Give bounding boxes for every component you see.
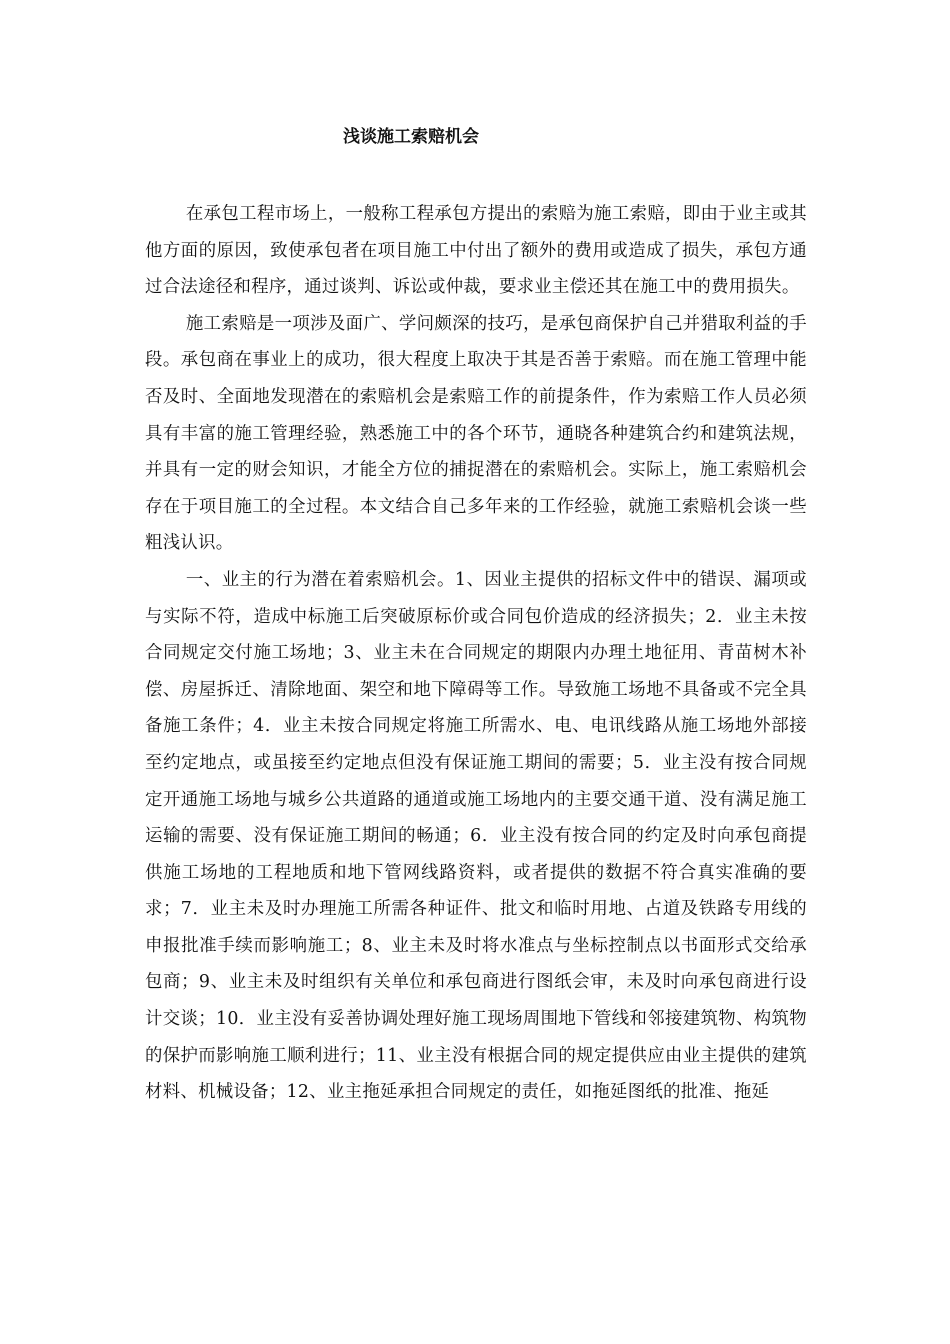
paragraph-claims-skill: 施工索赔是一项涉及面广、学问颇深的技巧，是承包商保护自己并猎取利益的手段。承包商在事业上的成功，很大程度上取决于其是否善于索赔。而在施工管理中能否及时、全面地发现潜在的索赔机会是索赔工作的前提条件，作为索赔工作人员必须具有丰富的施工管理经验，熟悉施工中的各个环节，通晓各种建筑合约和建筑法规，并具有一定的财会知识，才能全方位的捕捉潜在的索赔机会。实际上，施工索赔机会存在于项目施工的全过程。本文结合自己多年来的工作经验，就施工索赔机会谈一些粗浅认识。	[145, 313, 807, 554]
document-body	[145, 196, 807, 1111]
paragraph-owner-behavior: 一、业主的行为潜在着索赔机会。1、因业主提供的招标文件中的错误、漏项或与实际不符，造成中标施工后突破原标价或合同包价造成的经济损失；2．业主未按合同规定交付施工场地；3、业主未在合同规定的期限内办理土地征用、青苗树木补偿、房屋拆迁、清除地面、架空和地下障碍等工作。导致施工场地不具备或不完全具备施工条件；4．业主未按合同规定将施工所需水、电、电讯线路从施工场地外部接至约定地点，或虽接至约定地点但没有保证施工期间的需要；5．业主没有按合同规定开通施工场地与城乡公共道路的通道或施工场地内的主要交通干道、没有满足施工运输的需要、没有保证施工期间的畅通；6．业主没有按合同的约定及时向承包商提供施工场地的工程地质和地下管网线路资料，或者提供的数据不符合真实准确的要求；7．业主未及时办理施工所需各种证件、批文和临时用地、占道及铁路专用线的申报批准手续而影响施工；8、业主未及时将水准点与坐标控制点以书面形式交给承包商；9、业主未及时组织有关单位和承包商进行图纸会审，未及时向承包商进行设计交谈；10．业主没有妥善协调处理好施工现场周围地下管线和邻接建筑物、构筑物的保护而影响施工顺利进行；11、业主没有根据合同的规定提供应由业主提供的建筑材料、机械设备；12、业主拖延承担合同规定的责任，如拖延图纸的批准、拖延	[145, 569, 807, 1103]
paragraph-intro: 在承包工程市场上，一般称工程承包方提出的索赔为施工索赔，即由于业主或其他方面的原因，致使承包者在项目施工中付出了额外的费用或造成了损失，承包方通过合法途径和程序，通过谈判、诉讼或仲裁，要求业主偿还其在施工中的费用损失。	[145, 204, 807, 298]
document-title: 浅谈施工索赔机会	[343, 127, 479, 147]
